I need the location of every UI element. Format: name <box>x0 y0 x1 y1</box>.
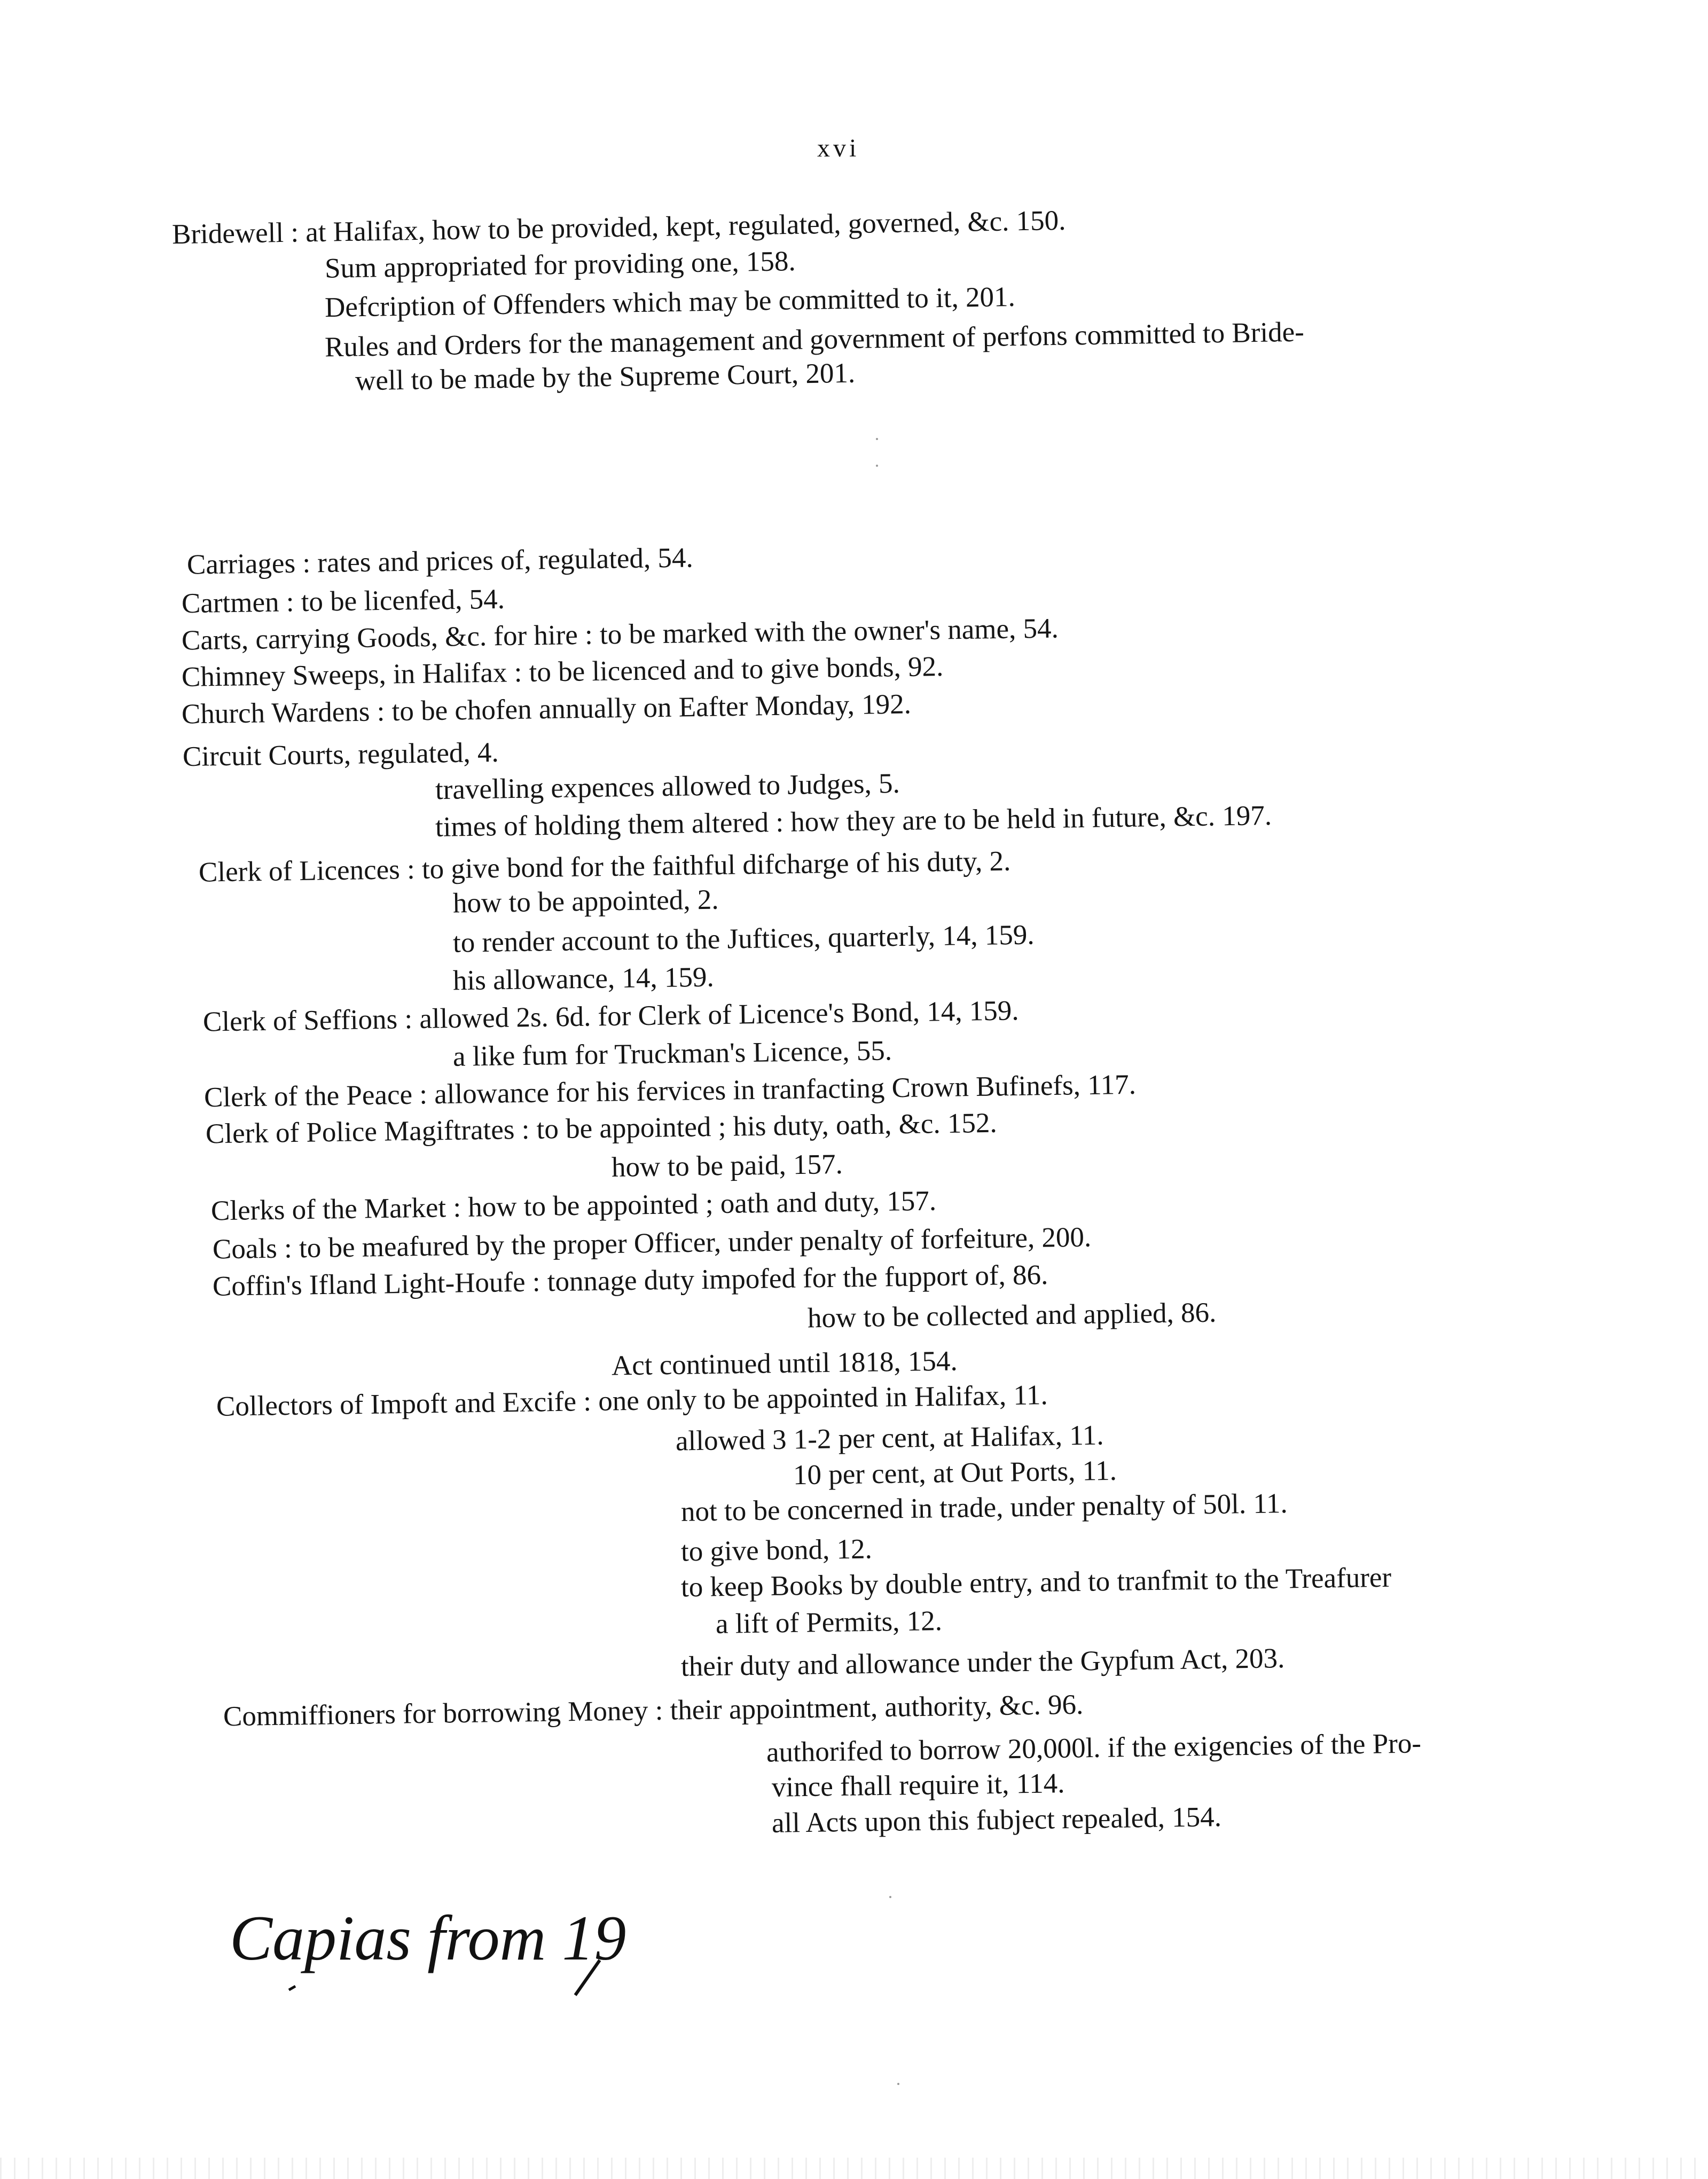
entry-chimney-sweeps: Chimney Sweeps, in Halifax : to be licenced and to give bonds, 92. <box>181 651 944 693</box>
entry-clerk-of-the-peace: Clerk of the Peace : allowance for his fervices in tranfacting Crown Bufinefs, 117. <box>203 1069 1137 1114</box>
entry-line: Act continued until 1818, 154. <box>611 1345 958 1382</box>
entry-line: how to be paid, 157. <box>611 1148 843 1183</box>
entry-line: Defcription of Offenders which may be committed to it, 201. <box>324 281 1016 324</box>
entry-clerk-of-police-magistrates: Clerk of Police Magiftrates : to be appointed ; his duty, oath, &c. 152. <box>205 1107 998 1150</box>
entry-line: how to be appointed, 2. <box>452 884 719 919</box>
entry-line: vince fhall require it, 114. <box>771 1768 1065 1803</box>
entry-line: Sum appropriated for providing one, 158. <box>324 246 796 284</box>
entry-line: allowed 3 1-2 per cent, at Halifax, 11. <box>675 1420 1104 1457</box>
entry-carts: Carts, carrying Goods, &c. for hire : to be marked with the owner's name, 54. <box>181 613 1059 656</box>
specks <box>897 2083 899 2085</box>
specks <box>876 438 878 440</box>
entry-coals: Coals : to be meafured by the proper Officer, under penalty of forfeiture, 200. <box>212 1221 1092 1265</box>
entry-line: 10 per cent, at Out Ports, 11. <box>793 1455 1117 1491</box>
entry-clerk-of-sessions: Clerk of Seffions : allowed 2s. 6d. for Clerk of Licence's Bond, 14, 159. <box>202 995 1019 1038</box>
entry-line: how to be collected and applied, 86. <box>807 1297 1217 1334</box>
entry-cartmen: Cartmen : to be licenfed, 54. <box>181 583 505 620</box>
entry-line: well to be made by the Supreme Court, 201. <box>355 357 856 397</box>
entry-carriages: Carriages : rates and prices of, regulated, 54. <box>186 542 694 581</box>
specks <box>889 1896 891 1898</box>
entry-line: to give bond, 12. <box>680 1533 873 1567</box>
entry-line: Rules and Orders for the management and government of perfons committed to Bride- <box>324 316 1305 363</box>
specks <box>876 465 878 467</box>
entry-coffins-island-light-house: Coffin's Ifland Light-Houfe : tonnage duty impofed for the fupport of, 86. <box>212 1259 1048 1302</box>
entry-line: not to be concerned in trade, under penalty of 50l. 11. <box>680 1488 1288 1527</box>
entry-line: travelling expences allowed to Judges, 5. <box>435 767 900 806</box>
page-number: xvi <box>817 134 860 162</box>
entry-line: times of holding them altered : how they are to be held in future, &c. 197. <box>435 800 1272 843</box>
handwriting-stroke <box>288 1985 296 1991</box>
entry-line: to keep Books by double entry, and to tranfmit to the Treafurer <box>680 1562 1392 1603</box>
entry-clerks-of-the-market: Clerks of the Market : how to be appointed ; oath and duty, 157. <box>210 1185 937 1227</box>
entry-line: a lift of Permits, 12. <box>715 1605 943 1640</box>
entry-circuit-courts: Circuit Courts, regulated, 4. <box>182 736 499 773</box>
entry-line: his allowance, 14, 159. <box>452 961 715 997</box>
entry-commissioners-for-borrowing-money: Commiffioners for borrowing Money : their appointment, authority, &c. 96. <box>223 1689 1084 1733</box>
entry-line: all Acts upon this fubject repealed, 154. <box>771 1801 1222 1839</box>
scan-edge-noise <box>0 2158 1708 2179</box>
entry-clerk-of-licences: Clerk of Licences : to give bond for the faithful difcharge of his duty, 2. <box>198 845 1011 888</box>
entry-bridewell: Bridewell : at Halifax, how to be provided, kept, regulated, governed, &c. 150. <box>171 205 1066 250</box>
entry-church-wardens: Church Wardens : to be chofen annually on Eafter Monday, 192. <box>181 688 912 730</box>
entry-collectors-of-impost-and-excise: Collectors of Impoft and Excife : one only to be appointed in Halifax, 11. <box>216 1379 1048 1422</box>
entry-line: a like fum for Truckman's Licence, 55. <box>452 1035 892 1072</box>
entry-line: authorifed to borrow 20,000l. if the exigencies of the Pro- <box>766 1728 1422 1768</box>
entry-line: to render account to the Juftices, quarterly, 14, 159. <box>452 919 1035 959</box>
entry-line: their duty and allowance under the Gypfum Act, 203. <box>680 1643 1285 1682</box>
handwritten-annotation: Capias from 19 <box>230 1902 626 1973</box>
